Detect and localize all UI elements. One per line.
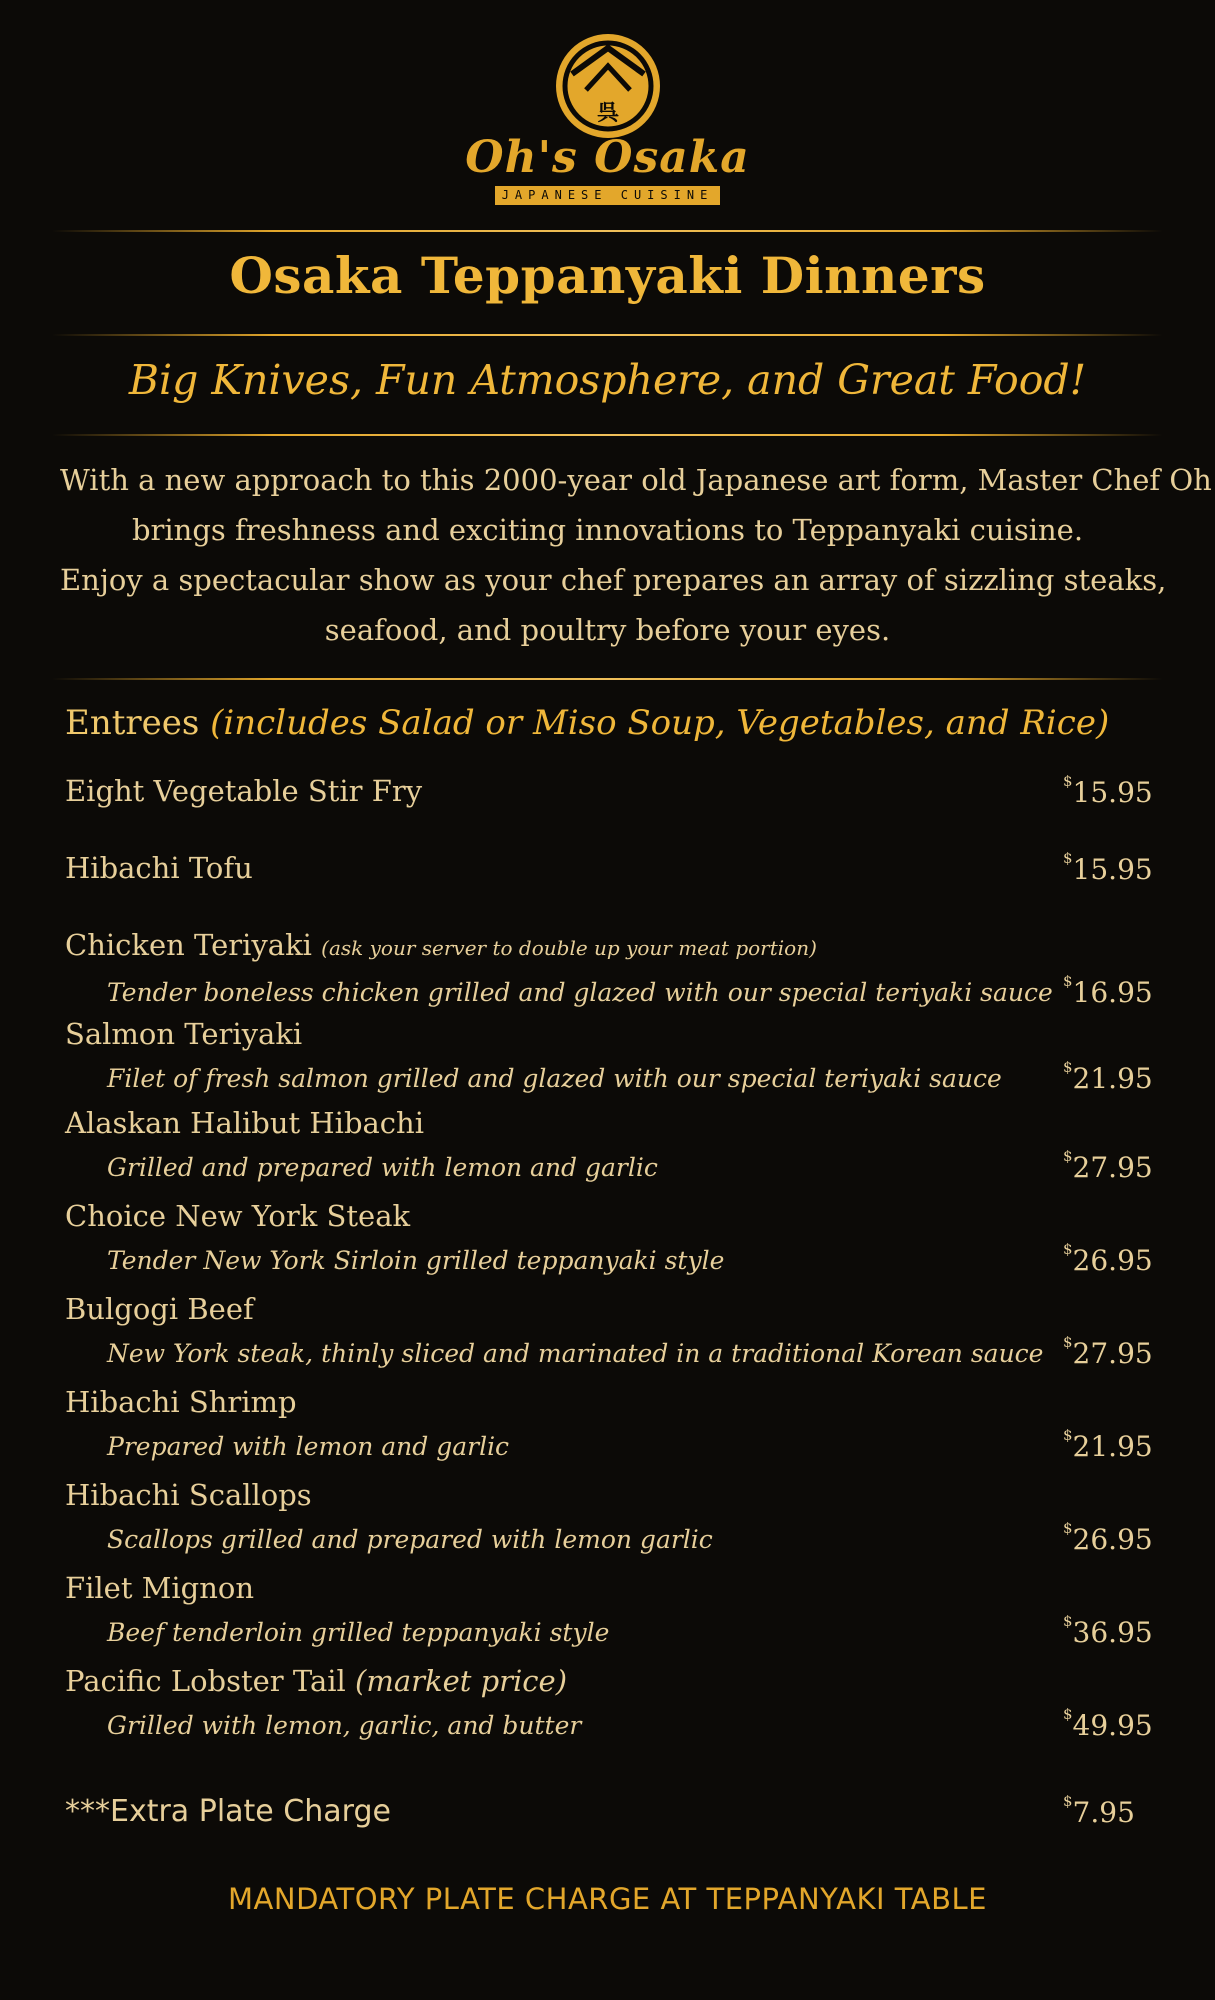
menu-item-description: Tender boneless chicken grilled and glazed with our special teriyaki sauce bbox=[107, 978, 1053, 1007]
menu-item-description: Beef tenderloin grilled teppanyaki style bbox=[107, 1618, 610, 1647]
crest-char: 呉 bbox=[596, 101, 619, 126]
menu-item-price: $27.95 bbox=[1063, 1333, 1153, 1370]
menu-item-name: Bulgogi Beef bbox=[65, 1292, 254, 1326]
divider bbox=[52, 434, 1163, 436]
menu-item-description: Grilled and prepared with lemon and garlic bbox=[107, 1153, 658, 1182]
menu-item-description: Filet of fresh salmon grilled and glazed with our special teriyaki sauce bbox=[107, 1064, 1002, 1093]
menu-item-price: $26.95 bbox=[1063, 1240, 1153, 1277]
currency-symbol: $ bbox=[1063, 972, 1073, 990]
menu-item-name: Filet Mignon bbox=[65, 1571, 255, 1605]
intro-line: Enjoy a spectacular show as your chef prepares an array of sizzling steaks, bbox=[60, 563, 1167, 597]
currency-symbol: $ bbox=[1063, 1792, 1073, 1810]
divider bbox=[52, 334, 1163, 336]
menu-item-price: $26.95 bbox=[1063, 1519, 1153, 1556]
currency-symbol: $ bbox=[1063, 1612, 1073, 1630]
currency-symbol: $ bbox=[1063, 1147, 1073, 1165]
menu-item-name: Choice New York Steak bbox=[65, 1199, 411, 1233]
osaka-crest-icon bbox=[552, 30, 664, 142]
intro-line: seafood, and poultry before your eyes. bbox=[324, 613, 891, 647]
currency-symbol: $ bbox=[1063, 1333, 1073, 1351]
menu-item-name: Hibachi Tofu bbox=[65, 851, 253, 885]
entrees-note: (includes Salad or Miso Soup, Vegetables, and Rice) bbox=[210, 703, 1110, 743]
menu-item-aside: (market price) bbox=[355, 1664, 568, 1698]
menu-item-description: Prepared with lemon and garlic bbox=[107, 1432, 510, 1461]
menu-item-description: Grilled with lemon, garlic, and butter bbox=[107, 1711, 582, 1740]
menu-item-name: Hibachi Scallops bbox=[65, 1478, 312, 1512]
menu-item-description: New York steak, thinly sliced and marinated in a traditional Korean sauce bbox=[107, 1339, 1044, 1368]
currency-symbol: $ bbox=[1063, 1240, 1073, 1258]
intro-text bbox=[60, 455, 1212, 655]
currency-symbol: $ bbox=[1063, 1426, 1073, 1444]
menu-item-price: $21.95 bbox=[1063, 1426, 1153, 1463]
divider bbox=[52, 230, 1163, 232]
menu-item-name: Salmon Teriyaki bbox=[65, 1017, 303, 1051]
extra-plate-charge: ***Extra Plate Charge bbox=[65, 1794, 391, 1829]
intro-line: brings freshness and exciting innovations to Teppanyaki cuisine. bbox=[131, 513, 1084, 547]
brand-name: Oh's Osaka bbox=[465, 132, 750, 183]
menu-item-name: Pacific Lobster Tail (market price) bbox=[65, 1664, 568, 1698]
menu-item-name: Hibachi Shrimp bbox=[65, 1385, 297, 1419]
menu-item-price: $15.95 bbox=[1063, 849, 1153, 886]
tagline: Big Knives, Fun Atmosphere, and Great Food! bbox=[128, 356, 1087, 404]
extra-plate-price: $7.95 bbox=[1063, 1792, 1135, 1829]
intro-line: With a new approach to this 2000-year old Japanese art form, Master Chef Oh bbox=[60, 463, 1212, 497]
logo bbox=[0, 30, 1215, 142]
menu-item-name: Alaskan Halibut Hibachi bbox=[65, 1106, 425, 1140]
currency-symbol: $ bbox=[1063, 849, 1073, 867]
menu-item-price: $16.95 bbox=[1063, 972, 1153, 1009]
menu-item-price: $27.95 bbox=[1063, 1147, 1153, 1184]
entrees-title: Entrees bbox=[65, 703, 200, 743]
footer-note: MANDATORY PLATE CHARGE AT TEPPANYAKI TABLE bbox=[228, 1882, 987, 1916]
menu-item-name: Eight Vegetable Stir Fry bbox=[65, 774, 423, 808]
menu-item-price: $15.95 bbox=[1063, 772, 1153, 809]
currency-symbol: $ bbox=[1063, 772, 1073, 790]
entrees-heading bbox=[65, 703, 1109, 743]
menu-item-price: $21.95 bbox=[1063, 1058, 1153, 1095]
menu-item-price: $49.95 bbox=[1063, 1705, 1153, 1742]
divider bbox=[52, 678, 1163, 680]
currency-symbol: $ bbox=[1063, 1705, 1073, 1723]
menu-item-price: $36.95 bbox=[1063, 1612, 1153, 1649]
currency-symbol: $ bbox=[1063, 1058, 1073, 1076]
menu-item-name: Chicken Teriyaki (ask your server to double up your meat portion) bbox=[65, 928, 817, 962]
menu-item-description: Scallops grilled and prepared with lemon garlic bbox=[107, 1525, 713, 1554]
currency-symbol: $ bbox=[1063, 1519, 1073, 1537]
page-title: Osaka Teppanyaki Dinners bbox=[229, 246, 986, 305]
menu-item-aside: (ask your server to double up your meat portion) bbox=[321, 936, 817, 960]
brand-subtitle: JAPANESE CUISINE bbox=[495, 186, 720, 205]
menu-item-description: Tender New York Sirloin grilled teppanyaki style bbox=[107, 1246, 725, 1275]
